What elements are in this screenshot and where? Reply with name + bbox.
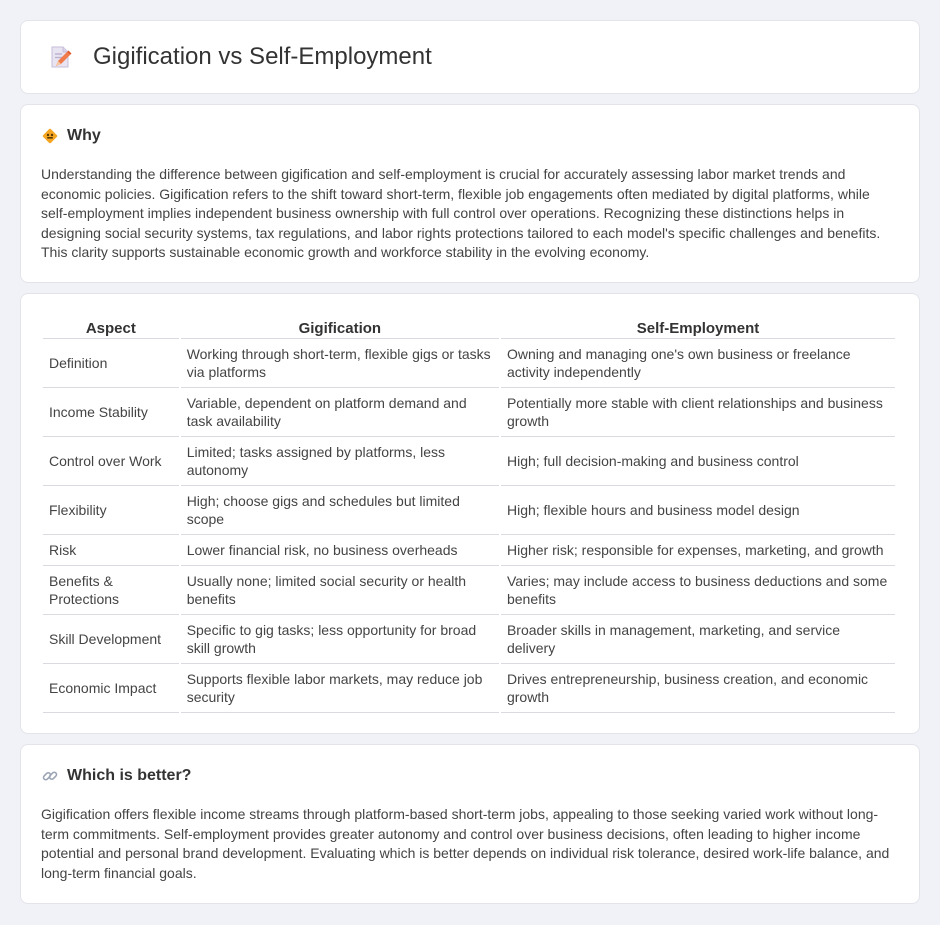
aspect-cell: Benefits & Protections [43,566,179,615]
table-row [43,486,895,535]
gig-cell: High; choose gigs and schedules but limited scope [181,486,499,535]
self-cell: Owning and managing one's own business or freelance activity independently [501,339,895,388]
document-edit-icon [47,44,73,70]
why-section [20,104,920,283]
comparison-section [20,293,920,734]
table-row [43,535,895,566]
aspect-cell: Economic Impact [43,664,179,713]
table-header-row [43,316,895,339]
self-cell: High; flexible hours and business model design [501,486,895,535]
table-row [43,437,895,486]
self-cell: Potentially more stable with client relationships and business growth [501,388,895,437]
aspect-cell: Control over Work [43,437,179,486]
self-cell: Varies; may include access to business deductions and some benefits [501,566,895,615]
better-title: Which is better? [67,767,192,784]
aspect-cell: Definition [43,339,179,388]
why-heading [41,127,899,145]
gig-cell: Supports flexible labor markets, may reduce job security [181,664,499,713]
gig-cell: Variable, dependent on platform demand and task availability [181,388,499,437]
why-text: Understanding the difference between gigification and self-employment is crucial for accurately assessing labor market trends and economic policies. Gigification refers to the shift toward short-term, flexible job engagements often mediated by digital platforms, while self-employment implies independent business ownership with full control over operations. Recognizing these distinctions helps in designing social security systems, tax regulations, and labor rights protections tailored to each model's specific challenges and benefits. This clarity supports sustainable economic growth and workforce stability in the evolving economy. [41,166,881,261]
self-cell: Broader skills in management, marketing, and service delivery [501,615,895,664]
table-row [43,664,895,713]
aspect-cell: Flexibility [43,486,179,535]
comparison-table [41,316,897,713]
aspect-cell: Income Stability [43,388,179,437]
gig-cell: Limited; tasks assigned by platforms, less autonomy [181,437,499,486]
better-heading [41,767,899,785]
which-better-section [20,744,920,904]
header-gigification: Gigification [181,316,499,339]
page-title: Gigification vs Self-Employment [93,43,432,70]
aspect-cell: Risk [43,535,179,566]
table-row [43,615,895,664]
gig-cell: Lower financial risk, no business overheads [181,535,499,566]
self-cell: Higher risk; responsible for expenses, marketing, and growth [501,535,895,566]
table-row [43,566,895,615]
gig-cell: Usually none; limited social security or health benefits [181,566,499,615]
table-row [43,388,895,437]
gig-cell: Working through short-term, flexible gigs or tasks via platforms [181,339,499,388]
diamond-sign-icon [41,127,59,145]
header-aspect: Aspect [43,316,179,339]
aspect-cell: Skill Development [43,615,179,664]
self-cell: Drives entrepreneurship, business creation, and economic growth [501,664,895,713]
better-text: Gigification offers flexible income streams through platform-based short-term jobs, appealing to those seeking varied work without long-term commitments. Self-employment provides greater autonomy and control over business decisions, often leading to higher income potential and personal brand development. Evaluating which is better depends on individual risk tolerance, desired work-life balance, and long-term financial goals. [41,806,890,881]
header-card [20,20,920,94]
self-cell: High; full decision-making and business control [501,437,895,486]
gig-cell: Specific to gig tasks; less opportunity for broad skill growth [181,615,499,664]
header-self-employment: Self-Employment [501,316,895,339]
link-icon [41,767,59,785]
why-title: Why [67,127,101,144]
table-row [43,339,895,388]
